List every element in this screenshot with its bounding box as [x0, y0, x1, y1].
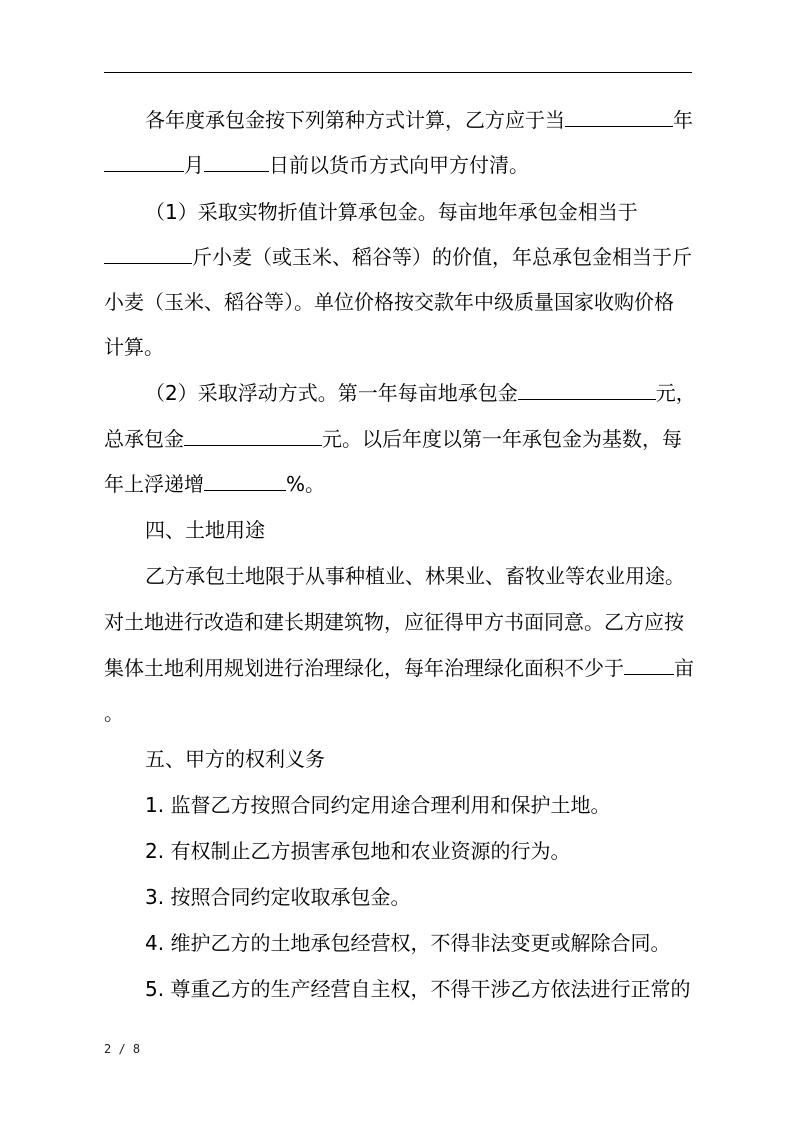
paragraph-land-use-cont2: [104, 654, 694, 682]
text: 各年度承包金按下列第种方式计算，乙方应于当: [145, 108, 565, 132]
text: 元，: [655, 381, 696, 405]
blank-day[interactable]: [204, 151, 269, 172]
blank-greening-area[interactable]: [624, 654, 674, 675]
text: 1. 监督乙方按照合同约定用途合理利用和保护土地。: [145, 793, 611, 817]
paragraph-payment-method: [145, 106, 735, 134]
list-item-4: [145, 929, 735, 957]
paragraph-option-1-cont2: [104, 288, 694, 316]
paragraph-option-1: [145, 198, 735, 226]
text: 亩: [674, 656, 694, 680]
blank-month[interactable]: [104, 151, 184, 172]
list-item-3: [145, 883, 735, 911]
list-item-1: [145, 791, 735, 819]
text: 五、甲方的权利义务: [145, 747, 325, 771]
blank-year[interactable]: [565, 106, 673, 127]
paragraph-land-use: [145, 562, 735, 590]
text: 3. 按照合同约定收取承包金。: [145, 885, 411, 909]
text: 年: [673, 108, 693, 132]
paragraph-land-use-end: [104, 699, 694, 727]
text: 对土地进行改造和建长期建筑物，应征得甲方书面同意。乙方应按: [104, 610, 684, 634]
text: 计算。: [104, 335, 164, 359]
blank-total-amount[interactable]: [184, 425, 322, 446]
text: 日前以货币方式向甲方付清。: [269, 153, 529, 177]
section-heading-land-use: [145, 516, 735, 544]
paragraph-option-1-end: [104, 333, 694, 361]
text: 元。以后年度以第一年承包金为基数，每: [322, 427, 682, 451]
paragraph-option-2: [145, 379, 735, 407]
text: （1）采取实物折值计算承包金。每亩地年承包金相当于: [145, 200, 638, 224]
text: %。: [286, 472, 326, 496]
paragraph-land-use-cont: [104, 608, 694, 636]
text: 。: [104, 701, 124, 725]
blank-increase-percent[interactable]: [204, 470, 286, 491]
paragraph-option-2-cont: [104, 425, 694, 453]
text: 四、土地用途: [145, 518, 265, 542]
text: 月: [184, 153, 204, 177]
list-item-5: [145, 975, 735, 1003]
text: 5. 尊重乙方的生产经营自主权，不得干涉乙方依法进行正常的: [145, 977, 691, 1001]
text: 2. 有权制止乙方损害承包地和农业资源的行为。: [145, 839, 571, 863]
paragraph-payment-date: [104, 151, 694, 179]
text: 乙方承包土地限于从事种植业、林果业、畜牧业等农业用途。: [145, 564, 685, 588]
text: 斤小麦（或玉米、稻谷等）的价值，年总承包金相当于斤: [192, 245, 692, 269]
text: 集体土地利用规划进行治理绿化，每年治理绿化面积不少于: [104, 656, 624, 680]
text: 总承包金: [104, 427, 184, 451]
blank-wheat-jin[interactable]: [104, 243, 192, 264]
header-rule: [104, 72, 692, 73]
text: 年上浮递增: [104, 472, 204, 496]
section-heading-party-a-rights: [145, 745, 735, 773]
text: （2）采取浮动方式。第一年每亩地承包金: [145, 381, 518, 405]
list-item-2: [145, 837, 735, 865]
paragraph-option-1-cont: [104, 243, 694, 271]
paragraph-option-2-end: [104, 470, 694, 498]
text: 小麦（玉米、稻谷等）。单位价格按交款年中级质量国家收购价格: [104, 290, 674, 314]
page-number: 2 / 8: [104, 1042, 141, 1056]
blank-first-year-amount[interactable]: [518, 379, 656, 400]
text: 4. 维护乙方的土地承包经营权，不得非法变更或解除合同。: [145, 931, 671, 955]
